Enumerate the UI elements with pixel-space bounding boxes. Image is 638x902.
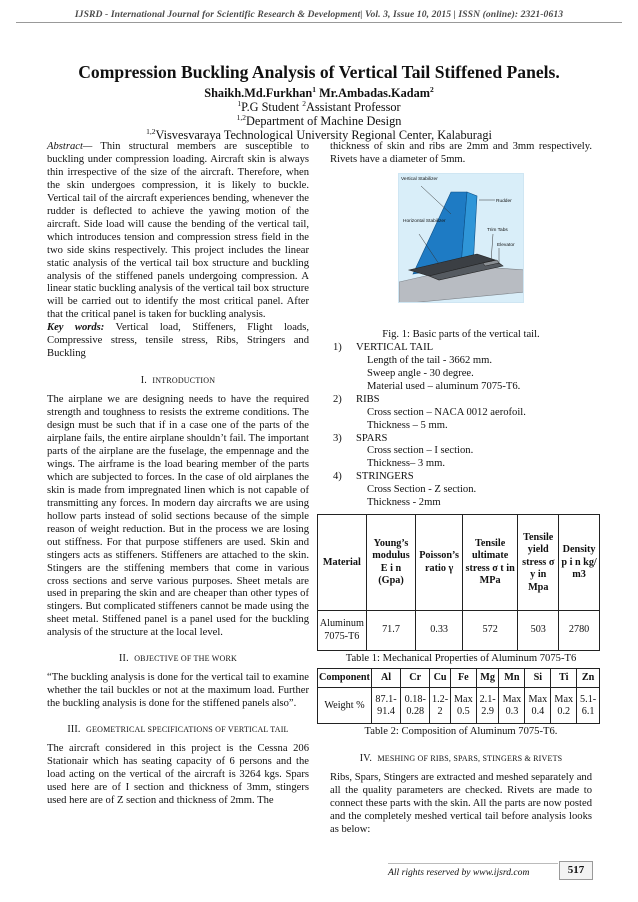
page-number: 517 [559, 861, 593, 880]
abstract: Abstract— Thin structural members are susceptible to buckling under compression loading. Aircraft skin is always thin irrespective of the size of the aircraft. Therefore, when the skin undergoes compression, it is likely to buckle. Vertical tail of the aircraft experiences bending, whenever the rudder is deflected to achieve the yawing motion of the aircraft. Side load will cause the bending of the vertical tail, which introduces tension and compression stress field in the two side skins respectively. This project includes the linear static analysis of the vertical tail box structure and buckling analysis of the stiffened panels undergoing compression. A linear static buckling analysis of the vertical tail box structure will be carried out to identify the most critical panel. After that the critical panel is taken for buckling analysis. [47, 141, 309, 321]
keywords: Key words: Vertical load, Stiffeners, Flight loads, Compressive stress, tensile stress, Ribs, Stringers and Buckling [47, 322, 309, 360]
spec-item-ribs: 2) RIBS [333, 393, 380, 405]
header-rule [16, 22, 622, 23]
author-line: Shaikh.Md.Furkhan$^1$ Mr.Ambadas.Kadam$^2$ [204, 84, 434, 100]
journal-header: IJSRD - International Journal for Scientific Research & Development| Vol. 3, Issue 10, 2015 | ISSN (online): 2321-0613 [74, 9, 564, 20]
paper-title: Compression Buckling Analysis of Vertical Tail Stiffened Panels. [78, 62, 560, 82]
vertical-tail-figure [398, 173, 524, 303]
fig-label-horizontal-stabilizer: Horizontal Stabilizer [403, 218, 446, 224]
table-mechanical-properties [317, 514, 600, 651]
table1-caption: Table 1: Mechanical Properties of Aluminum 7075-T6 [345, 653, 577, 665]
affiliation-dept: $^{1,2}$Department of Machine Design [236, 112, 402, 128]
fig-label-trim-tabs: Trim Tabs [487, 227, 508, 233]
tail-diagram [399, 174, 524, 303]
right-column [319, 141, 597, 837]
introduction-text: The airplane we are designing needs to have the required strength and toughness to resists the extreme conditions. The design must be such that if in a case one of the parts of the airplane fails, the entire airplane shouldn’t fail. The important parts of the airplane are the fuselage, the empennage and the wings. The airframe is the load bearing member of the parts which are subjected to forces. In the case of old airplanes the skin is made from impregnated linen which is not capable of transmitting any forces. In modern day aircrafts we are using hollow parts instead of solid sections because of the simple reason of weight reduction. But in the process we are losing out stiffness. For that purpose stiffeners are used. Skin and stingers acts as stiffeners. Stiffeners are attached to the skin. Stingers are the stiffening members that come in various cross sections and serve various purposes. Sheet metals are used in preparing the skin and are cheaper than other types of stingers. But complicated stiffeners cannot be made using the sheet metal. Stiffened panel is a panel used for the buckling analysis of the structure at the local level. [47, 394, 309, 639]
spec-list: 1) VERTICAL TAIL Length of the tail - 3662 mm. Sweep angle - 30 degree. Material used – aluminum 7075-T6. 2) RIBS Cross section – NACA 0012 aerofoil. Thickness – 5 mm. 3) SPARS Cross section – I section. Thickness– 3 mm. 4) STRINGERS Cross Section - Z section. Thickness - 2mm [330, 342, 592, 510]
footer-text: All rights reserved by www.ijsrd.com [388, 867, 530, 878]
section-heading-meshing: IV. MESHING OF RIBS, SPARS, STINGERS & RIVETS [359, 753, 563, 765]
table-header-row: Material Young’s modulus E i n (Gpa) Poisson’s ratio γ Tensile ultimate stress σ t in MPa Tensile yield stress σ y in Mpa Density p i n kg/ m3 [318, 515, 600, 611]
section-heading-introduction: I. INTRODUCTION [140, 375, 216, 387]
spec-item-stringers: 4) STRINGERS [333, 471, 414, 483]
geometry-text: The aircraft considered in this project is the Cessna 206 Stationair which has seating capacity of 6 persons and the load acting on the vertical of the aircraft is 3264 kgs. Spars used here are of I section and thickness of 3mm, stingers used here are of Z section and thickness of 2mm. The [47, 743, 309, 806]
table-header-row: Component Al Cr Cu Fe Mg Mn Si Ti Zn [318, 669, 600, 688]
objective-text: “The buckling analysis is done for the vertical tail to examine whether the tail buckles or not at the maximum load. Further the buckling analysis is done for the stiffened panels also”. [47, 672, 309, 710]
figure-caption: Fig. 1: Basic parts of the vertical tail. [382, 328, 540, 340]
geometry-text-continued: thickness of skin and ribs are 2mm and 3mm respectively. Rivets have a diameter of 5mm. [330, 141, 592, 165]
table2-caption: Table 2: Composition of Aluminum 7075-T6. [364, 726, 558, 738]
fig-label-rudder: Rudder [496, 198, 512, 204]
fig-label-elevator: Elevator [497, 242, 515, 248]
table-composition [317, 668, 600, 724]
meshing-text: Ribs, Spars, Stingers are extracted and meshed separately and all the quality parameters are checked. Rivets are made to connect these parts with the skin. All the parts are now posted and the completely meshed vertical tail before analysis looks as below: [330, 772, 592, 836]
author-2: Mr.Ambadas.Kadam [319, 86, 430, 100]
spec-item-vertical-tail: 1) VERTICAL TAIL [333, 341, 434, 353]
affiliation-roles: $^1$P.G Student $^2$Assistant Professor [237, 98, 401, 114]
table-row: Aluminum 7075-T6 71.7 0.33 572 503 2780 [318, 611, 600, 651]
fig-label-vertical-stabilizer: Vertical Stabilizer [401, 176, 438, 182]
section-heading-geometry: III. GEOMETRICAL SPECIFICATIONS OF VERTICAL TAIL [67, 724, 289, 736]
spec-item-spars: 3) SPARS [333, 432, 388, 444]
affiliation-university: $^{1,2}$Visvesvaraya Technological University Regional Center, Kalaburagi [146, 126, 492, 142]
author-1: Shaikh.Md.Furkhan [204, 86, 313, 100]
left-column [47, 141, 309, 808]
table-row: Weight % 87.1-91.4 0.18-0.28 1.2-2 Max 0.5 2.1-2.9 Max 0.3 Max 0.4 Max 0.2 5.1-6.1 [318, 688, 600, 724]
footer-rule [388, 863, 558, 864]
section-heading-objective: II. OBJECTIVE OF THE WORK [119, 653, 237, 665]
